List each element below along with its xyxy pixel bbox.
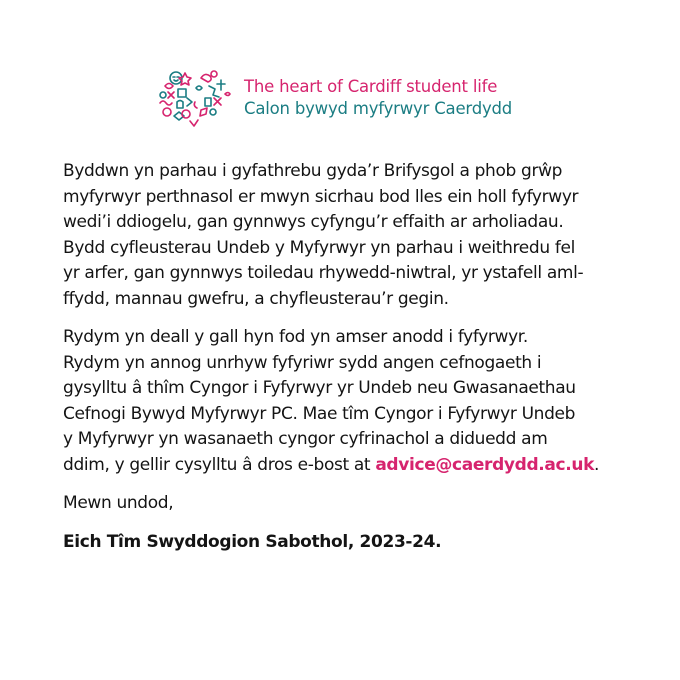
closing: Mewn undod, xyxy=(63,493,174,513)
paragraph-2 xyxy=(63,325,623,478)
signature: Eich Tîm Swyddogion Sabothol, 2023-24. xyxy=(63,531,442,552)
header xyxy=(157,68,512,130)
paragraph-line: yr arfer, gan gynnwys toiledau rhywedd-niwtral, yr ystafell aml- xyxy=(63,263,584,283)
paragraph-line: Byddwn yn parhau i gyfathrebu gyda’r Brifysgol a phob grŵp xyxy=(63,161,563,181)
letter-body xyxy=(63,159,623,568)
paragraph-line: y Myfyrwyr yn wasanaeth cyngor cyfrinachol a diduedd am xyxy=(63,429,548,449)
email-link[interactable]: advice@caerdydd.ac.uk xyxy=(375,454,595,475)
paragraph-line: Cefnogi Bywyd Myfyrwyr PC. Mae tîm Cyngor i Fyfyrwyr Undeb xyxy=(63,403,576,424)
paragraph-line-text: ddim, y gellir cysylltu â dros e-bost at xyxy=(63,454,376,475)
heart-of-icons-logo xyxy=(157,68,235,130)
paragraph-line: Rydym yn annog unrhyw fyfyriwr sydd angen cefnogaeth i xyxy=(63,352,542,373)
title-welsh: Calon bywyd myfyrwyr Caerdydd xyxy=(244,99,513,118)
period: . xyxy=(594,454,600,475)
paragraph-1 xyxy=(63,159,623,312)
paragraph-line: myfyrwyr perthnasol er mwyn sicrhau bod lles ein holl fyfyrwyr xyxy=(63,186,579,207)
paragraph-line: gysylltu â thîm Cyngor i Fyfyrwyr yr Undeb neu Gwasanaethau xyxy=(63,378,576,398)
title-english: The heart of Cardiff student life xyxy=(244,77,498,96)
paragraph-line: Rydym yn deall y gall hyn fod yn amser anodd i fyfyrwyr. xyxy=(63,327,528,347)
paragraph-line: wedi’i ddiogelu, gan gynnwys cyfyngu’r effaith ar arholiadau. xyxy=(63,212,564,232)
paragraph-line: ffydd, mannau gwefru, a chyfleusterau’r gegin. xyxy=(63,288,449,309)
paragraph-line: Bydd cyfleusterau Undeb y Myfyrwyr yn parhau i weithredu fel xyxy=(63,237,575,258)
paragraph-line-last xyxy=(63,453,623,479)
header-titles xyxy=(244,76,512,120)
